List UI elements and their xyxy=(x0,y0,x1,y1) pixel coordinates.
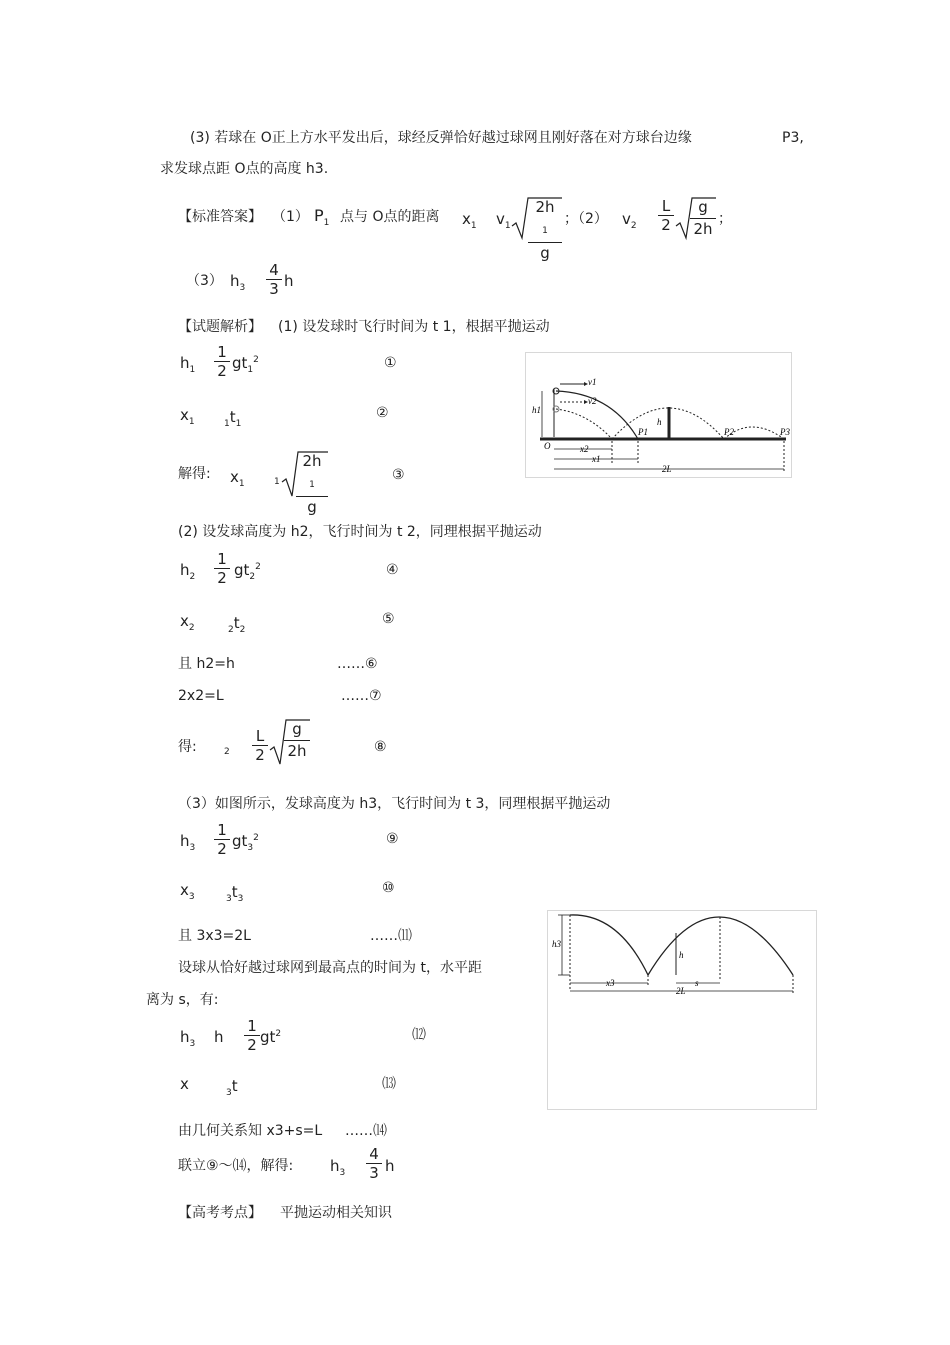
eq7-mark: ……⑦ xyxy=(341,688,382,704)
fig2-2L: 2L xyxy=(676,986,686,996)
geo-line: 由几何关系知 x3+s=L xyxy=(178,1123,323,1139)
analysis-part3: （3）如图所示，发球高度为 h3，飞行时间为 t 3，同理根据平抛运动 xyxy=(178,796,611,812)
answer-semicolon: ； xyxy=(718,211,732,227)
eq12-h3: $h_3$ xyxy=(180,1028,196,1049)
eq3-pre: 1 xyxy=(274,477,280,487)
answer-label: 【标准答案】 xyxy=(178,209,262,225)
eq4-lhs: $h_2$ xyxy=(180,561,196,582)
fig1-v2: v2 xyxy=(588,396,597,406)
answer-frac-43: 4 3 xyxy=(264,262,284,297)
eq5-rhs: $_2t_2$ xyxy=(228,614,246,635)
let-line1: 设球从恰好越过球网到最高点的时间为 t，水平距 xyxy=(178,960,482,976)
fig1-h1: h1 xyxy=(532,405,541,415)
fig1-O: O xyxy=(544,441,551,451)
eq6-mark: ……⑥ xyxy=(337,656,378,672)
analysis-label: 【试题解析】 xyxy=(178,319,262,335)
answer-x1: $x_1$ xyxy=(462,210,477,231)
answer-h: h xyxy=(284,272,294,290)
answer-v2: $v_2$ xyxy=(622,210,637,231)
fig1-2L: 2L xyxy=(662,464,672,474)
fig1-h: h xyxy=(657,417,662,427)
final-rhs: h xyxy=(385,1157,395,1175)
eq5-lhs: $x_2$ xyxy=(180,612,195,633)
eq9-mark: ⑨ xyxy=(386,831,399,847)
eq10-mark: ⑩ xyxy=(382,880,395,896)
eq4-half: 1 2 xyxy=(212,551,232,586)
final-frac: 4 3 xyxy=(364,1146,384,1181)
analysis-part1: (1) 设发球时飞行时间为 t 1，根据平抛运动 xyxy=(278,319,550,335)
geo-mark: ……⒁ xyxy=(345,1123,387,1139)
eq3-mark: ③ xyxy=(392,467,405,483)
eq11-mark: ……⑾ xyxy=(370,928,412,944)
figure-1 xyxy=(525,352,792,478)
answer-part2-lead: ；（2） xyxy=(564,211,608,227)
fig1-x1: x1 xyxy=(592,454,601,464)
eq6: 且 h2=h xyxy=(178,656,235,672)
de-label: 得: xyxy=(178,739,197,755)
eq8-mark: ⑧ xyxy=(374,739,387,755)
eq2-mark: ② xyxy=(376,405,389,421)
eq1-lhs: $h_1$ xyxy=(180,354,196,375)
q3-line1: (3) 若球在 O正上方水平发出后，球经反弹恰好越过球网且刚好落在对方球台边缘 xyxy=(190,130,692,146)
eq3-sqrt: 2h $_1$ g xyxy=(278,450,328,494)
eq7: 2x2=L xyxy=(178,688,224,704)
eq5-mark: ⑤ xyxy=(382,611,395,627)
answer-h3: $h_3$ xyxy=(230,272,246,293)
eq12-mark: ⑿ xyxy=(412,1027,426,1043)
fig2-h3: h3 xyxy=(552,939,561,949)
figure-2 xyxy=(547,910,817,1110)
eq9-lhs: $h_3$ xyxy=(180,832,196,853)
fig1-x2: x2 xyxy=(580,444,589,454)
q3-p3: P3, xyxy=(782,130,804,146)
final-h3: $h_3$ xyxy=(330,1157,346,1178)
answer-sqrt1: 2h $_1$ g xyxy=(508,196,562,240)
eq2-lhs: $x_1$ xyxy=(180,406,195,427)
let-line2: 离为 s，有: xyxy=(146,992,219,1008)
fig1-P2: P2 xyxy=(724,427,734,437)
answer-part1-lead: （1） xyxy=(272,209,309,225)
answer-frac-L2: L 2 xyxy=(656,198,676,233)
eq1-gt1: $gt_1^2$ xyxy=(232,354,259,375)
eq10-lhs: $x_3$ xyxy=(180,881,195,902)
eq8-sub: 2 xyxy=(224,747,230,757)
fig1-v1: v1 xyxy=(588,377,597,387)
answer-part3-lead: （3） xyxy=(186,273,223,289)
eq12-half: 1 2 xyxy=(242,1018,262,1053)
eq4-mark: ④ xyxy=(386,562,399,578)
fig2-x3: x3 xyxy=(606,978,615,988)
eq9-half: 1 2 xyxy=(212,822,232,857)
eq13-x: x xyxy=(180,1075,189,1093)
fig2-h: h xyxy=(679,950,684,960)
eq10-rhs: $_3t_3$ xyxy=(226,883,244,904)
eq9-gt3: $gt_3^2$ xyxy=(232,832,259,853)
fig2-s: s xyxy=(695,978,699,988)
eq1-mark: ① xyxy=(384,355,397,371)
answer-v1: $v_1$ xyxy=(496,210,511,231)
eq3-x1: $x_1$ xyxy=(230,468,245,489)
eq1-half: 1 2 xyxy=(212,344,232,379)
eq12-gt: $gt^2$ xyxy=(260,1028,282,1046)
answer-p1-text: 点与 O点的距离 xyxy=(340,209,440,225)
fig1-P3: P3 xyxy=(780,427,790,437)
eq2-rhs: $_1t_1$ xyxy=(224,408,242,429)
point-label: 【高考考点】 xyxy=(178,1205,262,1221)
eq4-gt2: $gt_2^2$ xyxy=(234,561,261,582)
answer-p1-symbol: $P_1$ xyxy=(314,206,330,229)
q3-line2: 求发球点距 O点的高度 h3. xyxy=(160,161,329,177)
eq11: 且 3x3=2L xyxy=(178,928,251,944)
eq8-frac: L 2 xyxy=(250,728,270,763)
point-text: 平抛运动相关知识 xyxy=(280,1205,392,1221)
eq8-sqrt: g 2h xyxy=(266,718,310,762)
combine-line: 联立⑨～⒁，解得: xyxy=(178,1158,294,1174)
fig1-P1: P1 xyxy=(638,427,648,437)
eq13-rhs: $_3$t xyxy=(226,1077,238,1098)
solve-label: 解得: xyxy=(178,466,211,482)
eq12-h: h xyxy=(214,1028,224,1046)
answer-sqrt2: g 2h xyxy=(672,196,716,240)
eq13-mark: ⒀ xyxy=(382,1076,396,1092)
analysis-part2: (2) 设发球高度为 h2，飞行时间为 t 2，同理根据平抛运动 xyxy=(178,524,542,540)
